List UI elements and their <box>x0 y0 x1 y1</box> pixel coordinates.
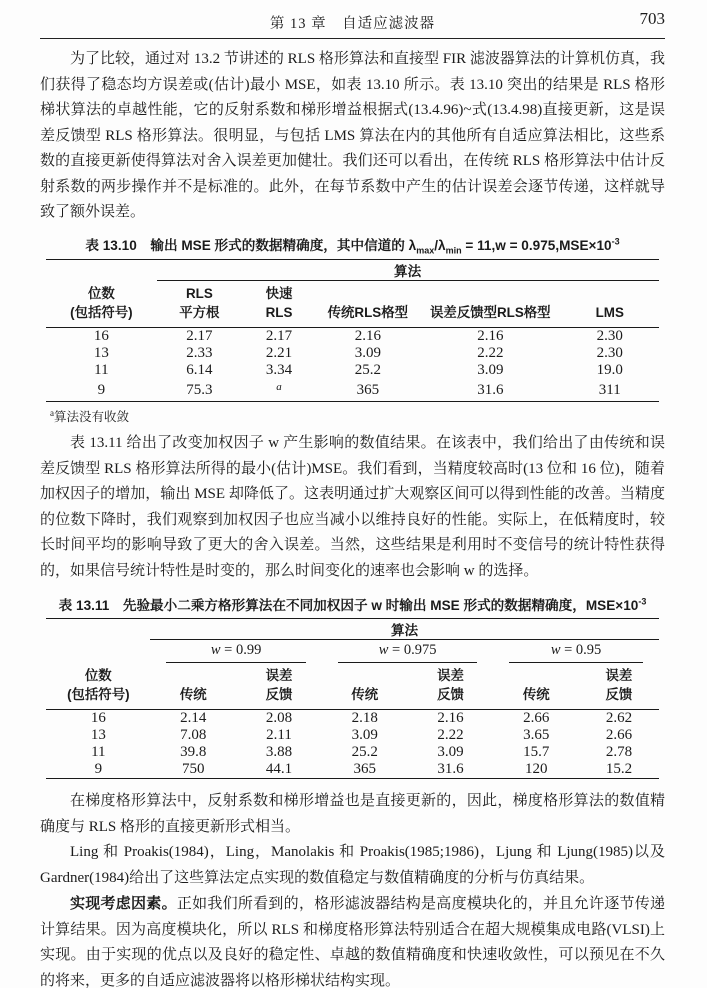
value-cell: 7.08 <box>180 727 207 744</box>
value-cell: 44.1 <box>265 761 293 778</box>
lambda-min-subscript: min <box>445 245 462 256</box>
weight-group-row <box>46 640 659 664</box>
col-header-error-feedback-rls-lattice: 误差反馈型RLS格型 <box>420 281 561 328</box>
value-cell: 25.2 <box>354 362 381 379</box>
table-row <box>46 379 659 402</box>
value-cell: 31.6 <box>477 381 504 398</box>
value-cell: a <box>276 381 282 394</box>
caption-text: /λ <box>434 237 446 253</box>
value-cell: 3.09 <box>351 727 378 744</box>
value-cell: 25.2 <box>351 744 378 761</box>
value-cell: 2.11 <box>266 727 292 744</box>
value-cell: 2.17 <box>265 328 293 345</box>
chapter-title: 第 13 章 自适应滤波器 <box>269 16 436 32</box>
value-cell: 2.08 <box>265 710 293 727</box>
value-cell: 365 <box>353 761 376 778</box>
weight-group-0.95: w = 0.95 <box>493 640 658 664</box>
col-header-bits: 位数 (包括符号) <box>46 281 156 328</box>
group-header-row <box>46 260 659 281</box>
value-cell: 750 <box>182 761 205 778</box>
running-head <box>40 6 665 39</box>
col-header-error-feedback: 误差 反馈 <box>236 663 322 710</box>
table-13-11 <box>46 618 659 779</box>
col-header-conventional: 传统 <box>322 663 408 710</box>
col-header-rls-sqrt: RLS 平方根 <box>157 281 243 328</box>
value-cell: 120 <box>525 761 548 778</box>
table-row <box>46 362 659 379</box>
paragraph-references: Ling 和 Proakis(1984)，Ling，Manolakis 和 Proakis(1985;1986)，Ljung 和 Ljung(1985)以及 Gardner(1984)给出了这些算法定点实现的数值稳定与数值精确度的分析与仿真结果。 <box>40 844 665 886</box>
bits-cell: 11 <box>91 744 106 761</box>
column-header-row <box>46 663 659 710</box>
value-cell: 2.16 <box>477 328 504 345</box>
value-cell: 2.16 <box>354 328 381 345</box>
value-cell: 2.66 <box>605 727 633 744</box>
value-cell: 39.8 <box>180 744 207 761</box>
table-13-11-body <box>46 710 659 779</box>
algorithm-group-header: 算法 <box>150 619 658 640</box>
table-13-10-block <box>40 234 665 426</box>
value-cell: 3.88 <box>265 744 293 761</box>
value-cell: 365 <box>356 381 380 398</box>
col-header-conventional: 传统 <box>493 663 579 710</box>
value-cell: 2.21 <box>265 345 293 362</box>
table-13-11-block <box>40 594 665 779</box>
caption-text: 表 13.11 先验最小二乘方格形算法在不同加权因子 w 时输出 MSE 形式的数据精确度，MSE×10 <box>58 598 639 614</box>
value-cell: 2.14 <box>180 710 207 727</box>
col-header-fast-rls: 快速 RLS <box>242 281 316 328</box>
value-cell: 6.14 <box>186 362 213 379</box>
table-row <box>46 761 659 779</box>
col-header-lms: LMS <box>561 281 659 328</box>
table-row <box>46 328 659 346</box>
weight-group-0.99: w = 0.99 <box>150 640 322 664</box>
paragraph-intro: 为了比较，通过对 13.2 节讲述的 RLS 格形算法和直接型 FIR 滤波器算法的计算机仿真，我们获得了稳态均方误差或(估计)最小 MSE，如表 13.10 所示。表 13.10 突出的结果是 RLS 格形梯状算法的卓越性能，它的反射系数和梯形增益根据式(13.4.96)~式(13.4.98)直接更新，这是误差反馈型 RLS 格形算法。很明显，与包括 LMS 算法在内的其他所有自适应算法相比，这些系数的直接更新使得算法对舍入误差更加健壮。我们还可以看出，在传统 RLS 格形算法中估计反射系数的两步操作并不是标准的。此外，在每节系数中产生的估计误差会逐节传递，这样就导致了额外误差。 <box>40 51 665 220</box>
value-cell: 3.09 <box>354 345 381 362</box>
bold-lead: 实现考虑因素。 <box>70 895 177 913</box>
table-13-11-caption <box>40 594 665 614</box>
value-cell: 3.09 <box>437 744 464 761</box>
caption-text: = 11,w = 0.975,MSE×10 <box>461 237 612 253</box>
col-header-bits: 位数 (包括符号) <box>46 663 150 710</box>
bits-cell: 13 <box>93 345 109 362</box>
column-header-row <box>46 281 659 328</box>
value-cell: 2.62 <box>605 710 633 727</box>
exponent: -3 <box>611 235 620 246</box>
table-footnote <box>50 405 665 425</box>
value-cell: 2.16 <box>437 710 464 727</box>
weight-group-0.975: w = 0.975 <box>322 640 494 664</box>
lambda-max-subscript: max <box>416 245 435 256</box>
table-row <box>46 710 659 728</box>
table-row <box>46 345 659 362</box>
caption-text: 表 13.10 输出 MSE 形式的数据精确度，其中信道的 λ <box>85 237 417 253</box>
col-header-conventional-rls-lattice: 传统RLS格型 <box>316 281 420 328</box>
value-cell: 15.2 <box>605 761 633 778</box>
table-row <box>46 744 659 761</box>
value-cell: 2.66 <box>523 710 550 727</box>
col-header-conventional: 传统 <box>150 663 236 710</box>
value-cell: 2.22 <box>477 345 504 362</box>
table-13-10-body <box>46 328 659 402</box>
paragraph-weighting-factor: 表 13.11 给出了改变加权因子 w 产生影响的数值结果。在该表中，我们给出了由传统和误差反馈型 RLS 格形算法所得的最小(估计)MSE。我们看到，当精度较高时(13 位和 16 位)，随着加权因子的增加，输出 MSE 却降低了。这表明通过扩大观察区间可以得到性能的改善。当精度的位数下降时，我们观察到加权因子也应当减小以维持良好的性能。实际上，在低精度时，较长时间平均的影响导致了更大的舍入误差。当然，这些结果是利用时不变信号的统计特性获得的，如果信号统计特性是时变的，那么时间变化的速率也会影响 w 的选择。 <box>40 435 665 579</box>
value-cell: 2.22 <box>437 727 464 744</box>
value-cell: 2.33 <box>186 345 213 362</box>
bits-cell: 11 <box>94 362 109 379</box>
value-cell: 2.18 <box>351 710 378 727</box>
paragraph-gradient-lattice: 在梯度格形算法中，反射系数和梯形增益也是直接更新的，因此，梯度格形算法的数值精确度与 RLS 格形的直接更新形式相当。 <box>40 793 665 835</box>
bits-cell: 16 <box>93 328 109 345</box>
bits-cell: 13 <box>90 727 106 744</box>
paragraph-implementation: 实现考虑因素。正如我们所看到的，格形滤波器结构是高度模块化的，并且允许逐节传递计算结果。因为高度模块化，所以 RLS 和梯度格形算法特别适合在超大规模集成电路(VLSI)上实现。由于实现的优点以及良好的稳定性、卓越的数值精确度和快速收敛性，可以预见在不久的将来，更多的自适应滤波器将以格形梯状结构实现。 <box>40 895 665 988</box>
footnote-marker: a <box>50 408 54 419</box>
table-row <box>46 727 659 744</box>
value-cell: 2.17 <box>186 328 213 345</box>
value-cell: 19.0 <box>596 362 623 379</box>
value-cell: 31.6 <box>437 761 464 778</box>
value-cell: 3.09 <box>477 362 504 379</box>
value-cell: 15.7 <box>523 744 550 761</box>
value-cell: 311 <box>598 381 621 398</box>
bits-cell: 9 <box>97 381 106 398</box>
table-13-10 <box>46 259 659 402</box>
bits-cell: 9 <box>94 761 103 778</box>
footnote-text: 算法没有收敛 <box>54 410 130 425</box>
algorithm-group-header: 算法 <box>157 260 659 281</box>
value-cell: 75.3 <box>186 381 213 398</box>
value-cell: 2.30 <box>596 328 623 345</box>
col-header-error-feedback: 误差 反馈 <box>408 663 494 710</box>
col-header-error-feedback: 误差 反馈 <box>579 663 659 710</box>
page-number: 703 <box>639 9 665 28</box>
value-cell: 2.78 <box>605 744 633 761</box>
group-header-row <box>46 619 659 640</box>
bits-cell: 16 <box>90 710 106 727</box>
exponent: -3 <box>638 596 647 607</box>
value-cell: 3.65 <box>523 727 550 744</box>
table-13-10-caption <box>40 234 665 256</box>
value-cell: 2.30 <box>596 345 623 362</box>
value-cell: 3.34 <box>265 362 293 379</box>
